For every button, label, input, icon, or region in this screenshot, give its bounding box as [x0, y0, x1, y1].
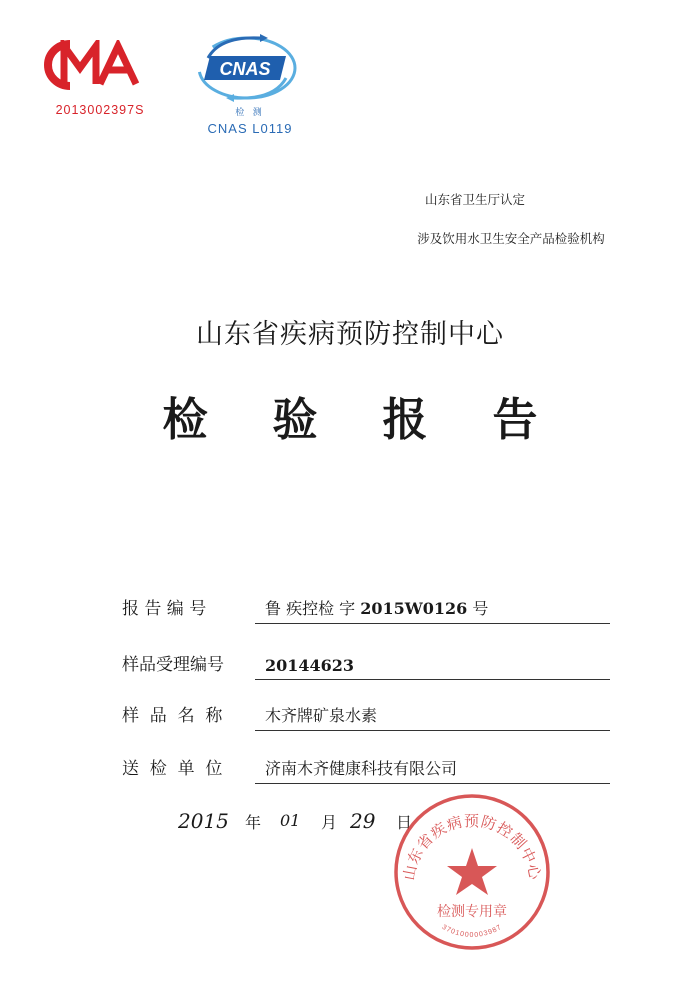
field-label: 报 告 编 号 [122, 599, 207, 619]
date-month-unit: 月 [321, 813, 338, 832]
field-sample-name [120, 701, 610, 731]
field-underline [255, 730, 610, 731]
field-value: 20144623 [265, 656, 355, 675]
svg-text:山东省疾病预防控制中心: 山东省疾病预防控制中心 [399, 812, 545, 882]
official-seal [390, 790, 554, 954]
cnas-code: CNAS L0119 [207, 121, 293, 136]
svg-text:3701000003987: 3701000003987 [440, 923, 504, 939]
field-label: 送 检 单 位 [122, 759, 223, 779]
field-underline [255, 623, 610, 624]
field-underline [255, 679, 610, 680]
field-value: 济南木齐健康科技有限公司 [265, 759, 458, 778]
svg-text:CNAS: CNAS [219, 59, 271, 79]
field-value: 鲁 疾控检 字 2015W0126 号 [265, 599, 489, 618]
handwritten-date [178, 806, 418, 836]
authority-line-2: 涉及饮用水卫生安全产品检验机构 [417, 231, 605, 246]
cnas-subtitle: 检 测 [235, 107, 265, 117]
cma-logo [44, 40, 152, 90]
authority-line-1: 山东省卫生厅认定 [424, 192, 525, 207]
cma-number: 2013002397S [55, 103, 145, 117]
field-label: 样品受理编号 [122, 655, 224, 675]
field-sample-accept-number [120, 650, 610, 680]
date-day: 29 [350, 809, 376, 833]
field-underline [255, 783, 610, 784]
field-value: 木齐牌矿泉水素 [265, 706, 378, 725]
organization-name: 山东省疾病预防控制中心 [196, 319, 504, 350]
svg-text:检测专用章: 检测专用章 [437, 904, 507, 920]
field-label: 样 品 名 称 [122, 706, 223, 726]
date-month: 01 [280, 811, 301, 830]
cnas-logo [190, 28, 304, 110]
document-title: 检验报告 [162, 393, 603, 446]
field-submitting-unit [120, 754, 610, 784]
date-year: 2015 [178, 809, 229, 833]
date-day-unit: 日 [396, 813, 413, 832]
field-report-number [120, 594, 610, 624]
date-year-unit: 年 [245, 813, 262, 832]
